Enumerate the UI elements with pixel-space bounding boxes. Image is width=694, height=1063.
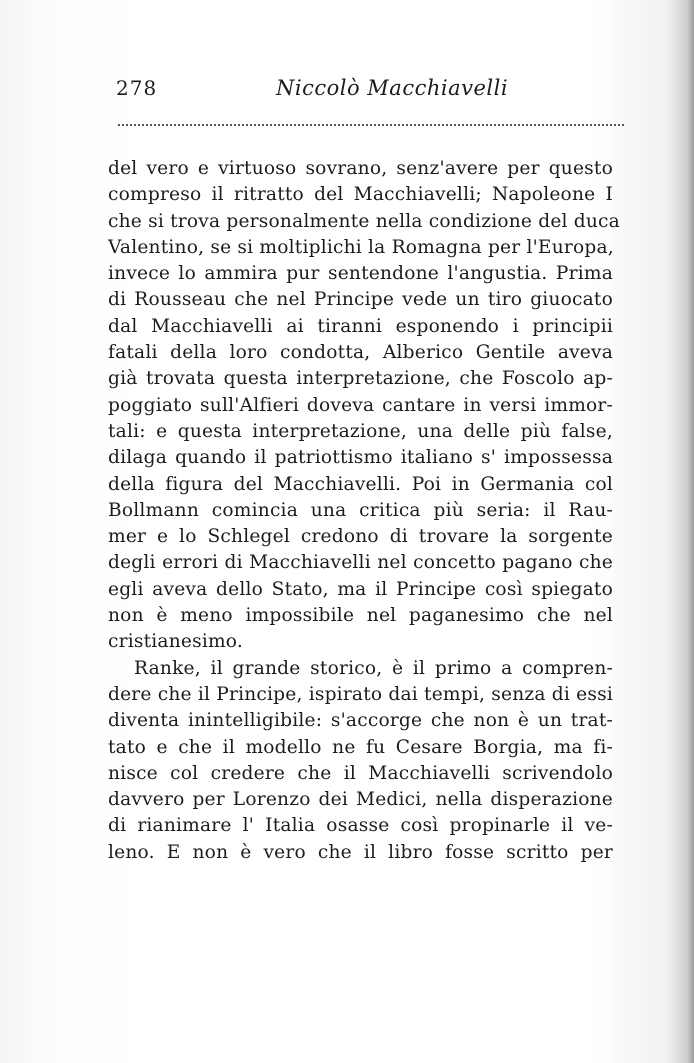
text-line: già trovata questa interpretazione, che Foscolo ap- (108, 368, 613, 390)
text-line: dere che il Principe, ispirato dai tempi, senza di essi (108, 683, 613, 705)
text-line: invece lo ammira pur sentendone l'angustia. Prima (108, 263, 613, 285)
running-title: Niccolò Macchiavelli (276, 76, 509, 100)
text-line: del vero e virtuoso sovrano, senz'avere per questo (108, 158, 613, 179)
text-line: diventa inintelligibile: s'accorge che non è un trat- (108, 710, 613, 732)
text-line: che si trova personalmente nella condizione del duca (108, 210, 620, 232)
text-line: poggiato sull'Alfieri doveva cantare in versi immor- (108, 394, 613, 416)
page-header (116, 76, 626, 110)
text-line: degli errori di Macchiavelli nel concetto pagano che (108, 552, 613, 574)
text-line: di Rousseau che nel Principe vede un tiro giuocato (108, 289, 613, 311)
body-text (108, 156, 620, 866)
text-line: di rianimare l' Italia osasse così propinarle il ve- (108, 815, 613, 837)
header-dotted-rule (118, 124, 624, 126)
text-line: compreso il ritratto del Macchiavelli; Napoleone I (108, 184, 613, 206)
paragraph-1 (108, 156, 620, 656)
text-line: cristianesimo. (108, 631, 243, 653)
text-line: nisce col credere che il Macchiavelli scrivendolo (108, 762, 613, 784)
text-line: dal Macchiavelli ai tiranni esponendo i principii (108, 315, 613, 337)
text-line: Valentino, se si moltiplichi la Romagna per l'Europa, (108, 236, 614, 258)
text-line: tali: e questa interpretazione, una delle più false, (108, 420, 613, 442)
text-line: tato e che il modello ne fu Cesare Borgia, ma fi- (108, 736, 613, 758)
text-line: mer e lo Schlegel credono di trovare la sorgente (108, 526, 613, 548)
text-line: non è meno impossibile nel paganesimo che nel (108, 605, 613, 627)
text-line: Ranke, il grande storico, è il primo a compren- (134, 657, 613, 679)
text-line: fatali della loro condotta, Alberico Gentile aveva (108, 342, 613, 364)
text-line: davvero per Lorenzo dei Medici, nella disperazione (108, 789, 613, 811)
text-line: della figura del Macchiavelli. Poi in Germania col (108, 473, 613, 495)
text-line: dilaga quando il patriottismo italiano s' impossessa (108, 447, 613, 469)
page-number: 278 (116, 76, 158, 100)
paragraph-2 (108, 656, 613, 866)
text-line: Bollmann comincia una critica più seria: il Rau- (108, 499, 613, 521)
text-line: leno. E non è vero che il libro fosse scritto per (108, 841, 613, 863)
text-line: egli aveva dello Stato, ma il Principe così spiegato (108, 578, 613, 600)
